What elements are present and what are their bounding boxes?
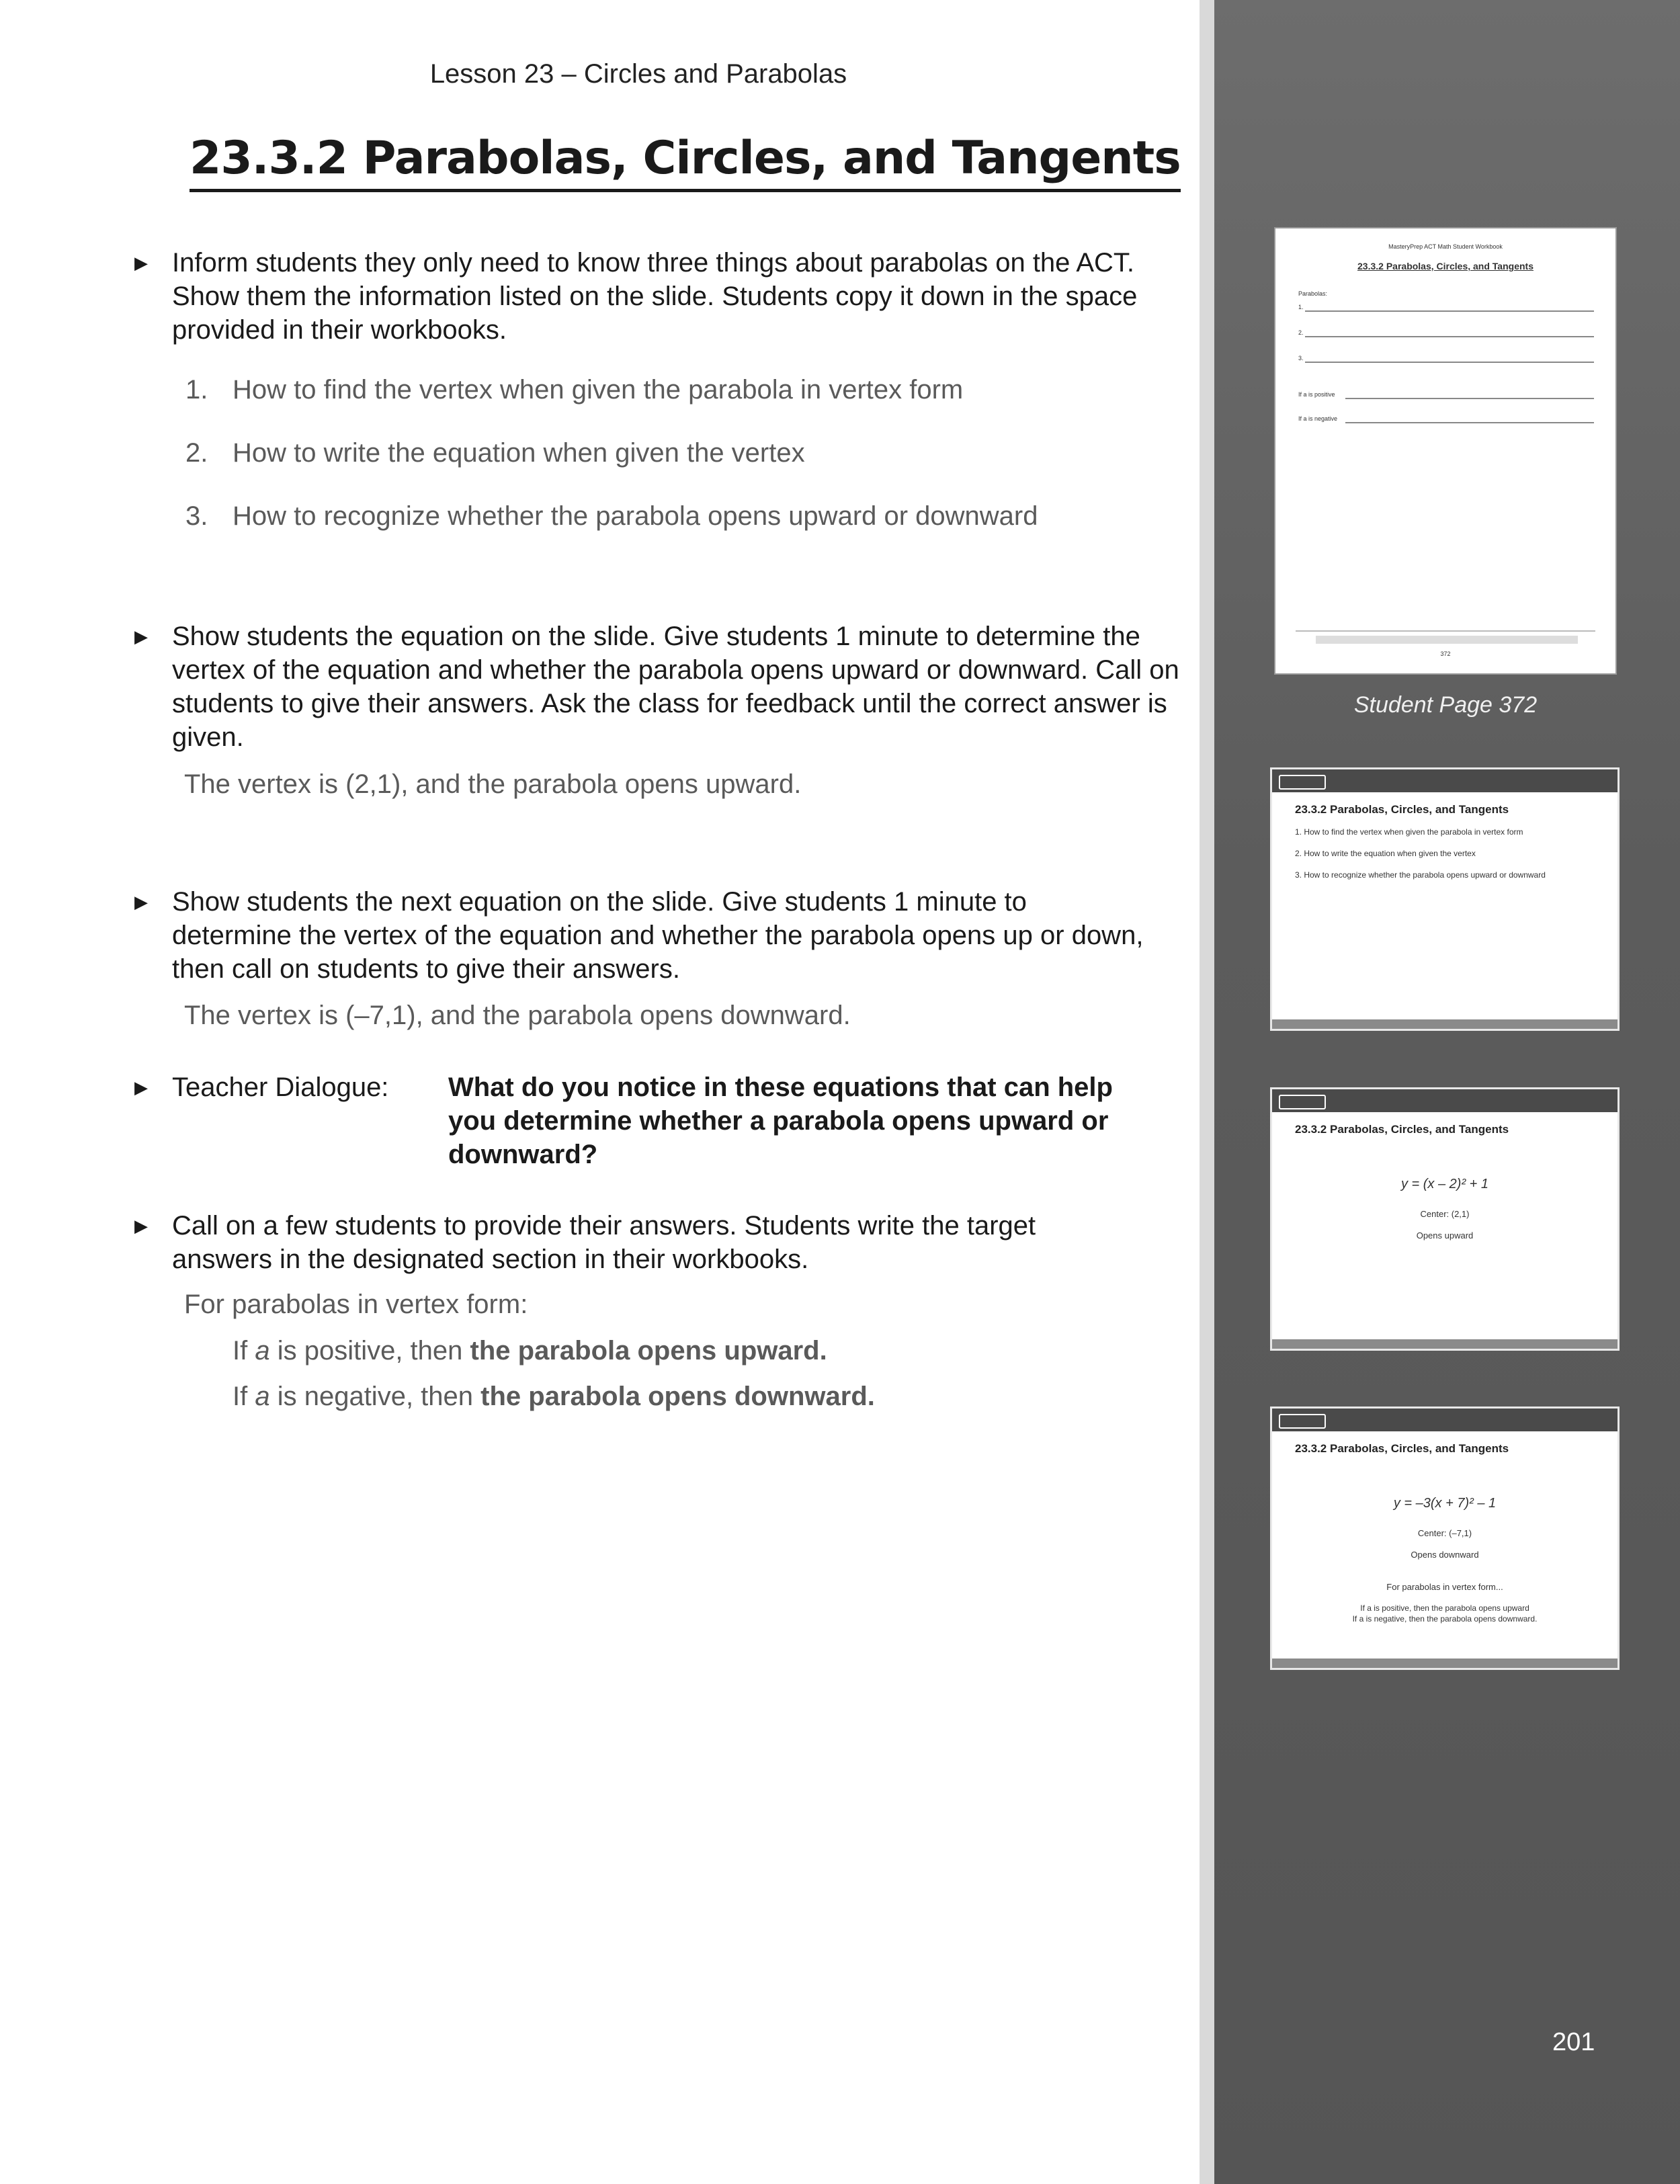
slide-opens: Opens downward xyxy=(1411,1550,1479,1560)
answer-2: The vertex is (–7,1), and the parabola opens downward. xyxy=(184,1001,851,1030)
dialogue-label: Teacher Dialogue: xyxy=(172,1073,389,1102)
slide-equation: y = (x – 2)² + 1 xyxy=(1400,1177,1489,1191)
slide-equation: y = –3(x + 7)² – 1 xyxy=(1393,1496,1497,1511)
slide-footer-nav xyxy=(1272,1019,1618,1029)
thumb-line xyxy=(1345,398,1594,399)
thumb-line xyxy=(1345,422,1594,423)
list-text: How to find the vertex when given the parabola in vertex form xyxy=(233,375,964,405)
slide-header-bar xyxy=(1272,769,1618,792)
slide-header-bar xyxy=(1272,1089,1618,1112)
thumb-footer-line xyxy=(1296,630,1595,632)
bullet-arrow-icon: ▶ xyxy=(134,892,148,912)
variable-a: a xyxy=(255,1382,270,1411)
list-number: 3. xyxy=(185,501,208,531)
logo-icon xyxy=(1279,1095,1326,1109)
bullet-text: Inform students they only need to know three things about parabolas on the ACT. Show them the information listed on the slide. Students copy it down in the space provided in their workbooks. xyxy=(172,248,1138,345)
page-title: 23.3.2 Parabolas, Circles, and Tangents xyxy=(190,132,1181,192)
slide-thumbnail-3 xyxy=(1270,1406,1620,1670)
thumb-nav-bar xyxy=(1316,636,1578,644)
thumb-neg: If a is negative xyxy=(1298,415,1338,422)
thumb-line-num: 2. xyxy=(1298,329,1304,336)
slide-center: Center: (2,1) xyxy=(1420,1209,1470,1219)
slide-list-item: 2. How to write the equation when given the vertex xyxy=(1295,849,1476,858)
variable-a: a xyxy=(255,1336,270,1366)
rule-text: is positive, then xyxy=(269,1336,470,1366)
page-number: 201 xyxy=(1552,2028,1595,2056)
slide-opens: Opens upward xyxy=(1416,1230,1474,1241)
bullet-arrow-icon: ▶ xyxy=(134,253,148,273)
vertex-form-label: For parabolas in vertex form: xyxy=(184,1290,528,1319)
list-text: How to recognize whether the parabola opens upward or downward xyxy=(233,501,1038,531)
slide-center: Center: (–7,1) xyxy=(1417,1528,1472,1538)
bullet-text: Show students the equation on the slide. Give students 1 minute to determine the vertex of the equation and whether the parabola opens upward or downward. Call on students to give their answers. Ask the class for feedback until the correct answer is given. xyxy=(172,622,1179,752)
answer-1: The vertex is (2,1), and the parabola opens upward. xyxy=(184,769,802,799)
thumb-label: Parabolas: xyxy=(1298,290,1328,297)
thumb-line xyxy=(1305,336,1594,337)
slide-footer-nav xyxy=(1272,1658,1618,1668)
thumb-line xyxy=(1305,310,1594,312)
thumb-line-num: 3. xyxy=(1298,355,1304,362)
negative-rule xyxy=(233,1380,875,1413)
bullet-arrow-icon: ▶ xyxy=(134,1216,148,1236)
bullet-text: Call on a few students to provide their answers. Students write the target answers in the designated section in their workbooks. xyxy=(172,1211,1036,1274)
slide-positive: If a is positive, then the parabola opens upward xyxy=(1360,1603,1529,1613)
slide-footer-nav xyxy=(1272,1339,1618,1349)
rule-answer: the parabola opens upward. xyxy=(470,1336,827,1366)
rule-text: is negative, then xyxy=(269,1382,481,1411)
thumb-pos: If a is positive xyxy=(1298,391,1335,398)
list-number: 2. xyxy=(185,438,208,468)
student-page-thumbnail xyxy=(1275,228,1615,673)
thumb-page-number: 372 xyxy=(1440,650,1451,657)
list-number: 1. xyxy=(185,375,208,405)
bullet-arrow-icon: ▶ xyxy=(134,626,148,646)
slide-thumbnail-2 xyxy=(1270,1087,1620,1351)
rule-text: If xyxy=(233,1336,255,1366)
slide-title: 23.3.2 Parabolas, Circles, and Tangents xyxy=(1295,803,1509,816)
positive-rule xyxy=(233,1334,827,1368)
bullet-arrow-icon: ▶ xyxy=(134,1077,148,1097)
slide-title: 23.3.2 Parabolas, Circles, and Tangents xyxy=(1295,1123,1509,1136)
slide-thumbnail-1 xyxy=(1270,767,1620,1031)
thumb-header: MasteryPrep ACT Math Student Workbook xyxy=(1388,243,1503,250)
page-divider xyxy=(1200,0,1214,2184)
bullet-text: Show students the next equation on the slide. Give students 1 minute to determine the vertex of the equation and whether the parabola opens up or down, then call on students to give their answers. xyxy=(172,887,1144,984)
student-page-caption: Student Page 372 xyxy=(1353,692,1538,718)
slide-negative: If a is negative, then the parabola opens downward. xyxy=(1352,1614,1538,1624)
slide-list-item: 1. How to find the vertex when given the parabola in vertex form xyxy=(1295,827,1523,837)
list-text: How to write the equation when given the vertex xyxy=(233,438,805,468)
rule-answer: the parabola opens downward. xyxy=(480,1382,875,1411)
thumb-title: 23.3.2 Parabolas, Circles, and Tangents xyxy=(1357,261,1534,271)
thumb-line xyxy=(1305,362,1594,363)
thumb-line-num: 1. xyxy=(1298,304,1304,310)
rule-text: If xyxy=(233,1382,255,1411)
dialogue-question: What do you notice in these equations that can help you determine whether a parabola opens upward or downward? xyxy=(448,1073,1113,1169)
slide-header-bar xyxy=(1272,1409,1618,1431)
slide-title: 23.3.2 Parabolas, Circles, and Tangents xyxy=(1295,1442,1509,1455)
slide-list-item: 3. How to recognize whether the parabola opens upward or downward xyxy=(1295,870,1546,880)
lesson-header: Lesson 23 – Circles and Parabolas xyxy=(429,59,847,89)
slide-vertex-form: For parabolas in vertex form... xyxy=(1386,1582,1503,1592)
logo-icon xyxy=(1279,775,1326,790)
logo-icon xyxy=(1279,1414,1326,1429)
